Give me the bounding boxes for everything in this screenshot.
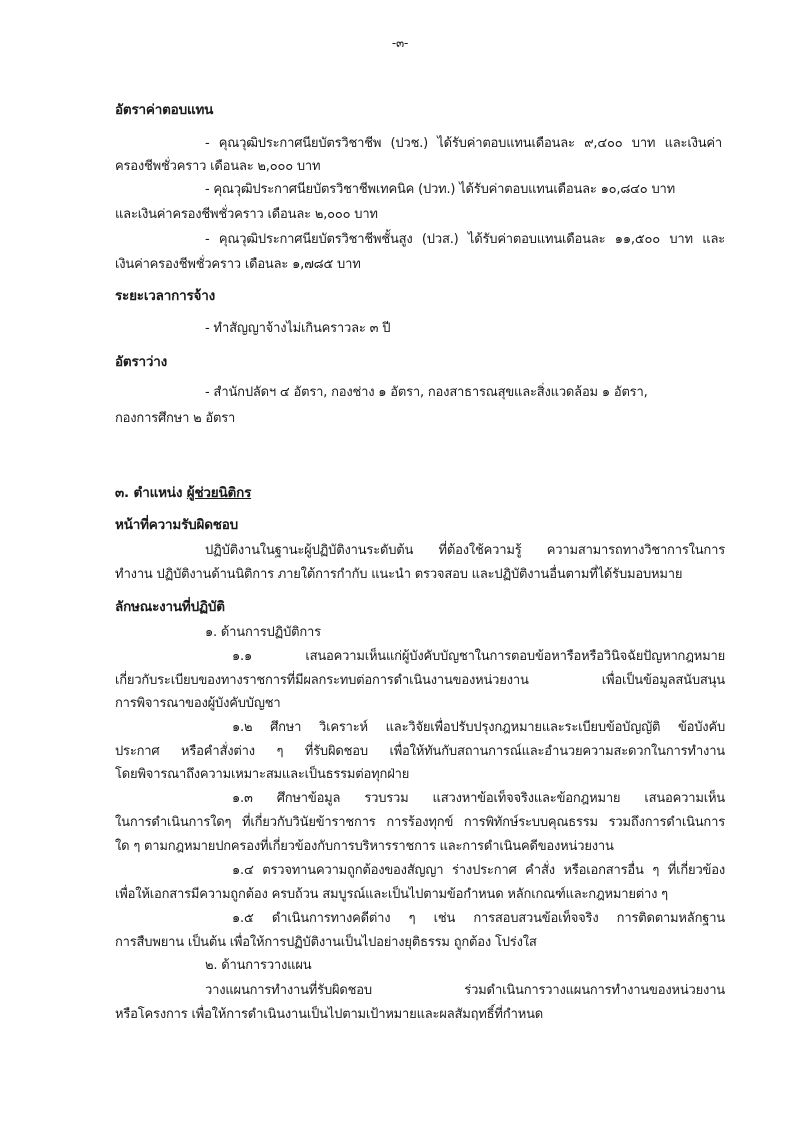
responsibilities-line1: ปฏิบัติงานในฐานะผู้ปฏิบัติงานระดับต้น ที่ต้องใช้ความรู้ ความสามารถทางวิชาการในการ — [205, 543, 725, 558]
compensation-item-1-line1: - คุณวุฒิประกาศนียบัตรวิชาชีพ (ปวช.) ได้รับค่าตอบแทนเดือนละ ๙,๔๐๐ บาท และเงินค่า — [205, 136, 722, 151]
planning-title: ๒. ด้านการวางแผน — [205, 958, 312, 973]
duty-1-2-line1: ๑.๒ ศึกษา วิเคราะห์ และวิจัยเพื่อปรับปรุงกฎหมายและระเบียบข้อบัญญัติ ข้อบังคับ — [232, 720, 725, 735]
operations-title: ๑. ด้านการปฏิบัติการ — [205, 625, 321, 640]
compensation-item-3-line2: เงินค่าครองชีพชั่วคราว เดือนละ ๑,๗๘๕ บาท — [115, 257, 361, 272]
responsibilities-line2: ทำงาน ปฏิบัติงานด้านนิติการ ภายใต้การกำกับ แนะนำ ตรวจสอบ และปฏิบัติงานอื่นตามที่ได้รับมอบหมาย — [115, 567, 683, 582]
compensation-item-2-line2: และเงินค่าครองชีพชั่วคราว เดือนละ ๒,๐๐๐ บาท — [115, 207, 378, 222]
position-heading — [115, 484, 251, 502]
duty-1-5-line1: ๑.๕ ดำเนินการทางคดีต่าง ๆ เช่น การสอบสวนข้อเท็จจริง การติดตามหลักฐาน — [232, 911, 725, 926]
planning-line2: หรือโครงการ เพื่อให้การดำเนินงานเป็นไปตามเป้าหมายและผลสัมฤทธิ์ที่กำหนด — [115, 1007, 544, 1022]
duty-1-1-line3: การพิจารณาของผู้บังคับบัญชา — [115, 696, 281, 711]
duty-1-1-line2: เกี่ยวกับระเบียบของทางราชการที่มีผลกระทบต่อการดำเนินงานของหน่วยงาน เพื่อเป็นข้อมูลสนับสนุน — [115, 673, 725, 688]
position-prefix: ๓. ตำแหน่ง — [115, 485, 187, 501]
duty-1-1-line1: ๑.๑ เสนอความเห็นแก่ผู้บังคับบัญชาในการตอบข้อหารือหรือวินิจฉัยปัญหากฎหมาย — [232, 649, 725, 664]
page-number: -๓- — [391, 36, 409, 50]
heading-employment-period: ระยะเวลาการจ้าง — [115, 288, 215, 304]
duty-1-3-line1: ๑.๓ ศึกษาข้อมูล รวบรวม แสวงหาข้อเท็จจริงและข้อกฎหมาย เสนอความเห็น — [232, 791, 725, 806]
compensation-item-1-line2: ครองชีพชั่วคราว เดือนละ ๒,๐๐๐ บาท — [115, 159, 321, 174]
compensation-item-3-line1: - คุณวุฒิประกาศนียบัตรวิชาชีพชั้นสูง (ปวส.) ได้รับค่าตอบแทนเดือนละ ๑๑,๕๐๐ บาท และ — [205, 232, 725, 247]
duty-1-4-line1: ๑.๔ ตรวจทานความถูกต้องของสัญญา ร่างประกาศ คำสั่ง หรือเอกสารอื่น ๆ ที่เกี่ยวข้อง — [232, 863, 725, 878]
heading-vacancies: อัตราว่าง — [115, 354, 168, 370]
heading-responsibilities: หน้าที่ความรับผิดชอบ — [115, 517, 239, 533]
position-title: ผู้ช่วยนิติกร — [186, 485, 252, 501]
duty-1-3-line3: ใด ๆ ตามกฎหมายปกครองที่เกี่ยวข้องกับการบริหารราชการ และการดำเนินคดีของหน่วยงาน — [115, 839, 614, 854]
planning-line1: วางแผนการทำงานที่รับผิดชอบ ร่วมดำเนินการวางแผนการทำงานของหน่วยงาน — [205, 983, 725, 998]
duty-1-5-line2: การสืบพยาน เป็นต้น เพื่อให้การปฏิบัติงานเป็นไปอย่างยุติธรรม ถูกต้อง โปร่งใส — [115, 935, 537, 950]
duty-1-4-line2: เพื่อให้เอกสารมีความถูกต้อง ครบถ้วน สมบูรณ์และเป็นไปตามข้อกำหนด หลักเกณฑ์และกฎหมายต่าง ๆ — [115, 887, 668, 902]
duty-1-2-line3: โดยพิจารณาถึงความเหมาะสมและเป็นธรรมต่อทุกฝ่าย — [115, 767, 410, 782]
vacancies-line2: กองการศึกษา ๒ อัตรา — [115, 411, 236, 426]
compensation-item-2-line1: - คุณวุฒิประกาศนียบัตรวิชาชีพเทคนิค (ปวท.) ได้รับค่าตอบแทนเดือนละ ๑๐,๘๔๐ บาท — [205, 182, 675, 197]
employment-period-text: - ทำสัญญาจ้างไม่เกินคราวละ ๓ ปี — [205, 321, 391, 336]
duty-1-3-line2: ในการดำเนินการใดๆ ที่เกี่ยวกับวินัยข้าราชการ การร้องทุกข์ การพิทักษ์ระบบคุณธรรม รวมถึงการดำเนินการ — [115, 815, 725, 830]
duty-1-2-line2: ประกาศ หรือคำสั่งต่าง ๆ ที่รับผิดชอบ เพื่อให้ทันกับสถานการณ์และอำนวยความสะดวกในการทำงาน — [115, 744, 725, 759]
heading-compensation: อัตราค่าตอบแทน — [115, 102, 214, 118]
heading-duties: ลักษณะงานที่ปฏิบัติ — [115, 599, 225, 615]
vacancies-line1: - สำนักปลัดฯ ๔ อัตรา, กองช่าง ๑ อัตรา, กองสาธารณสุขและสิ่งแวดล้อม ๑ อัตรา, — [205, 385, 648, 400]
